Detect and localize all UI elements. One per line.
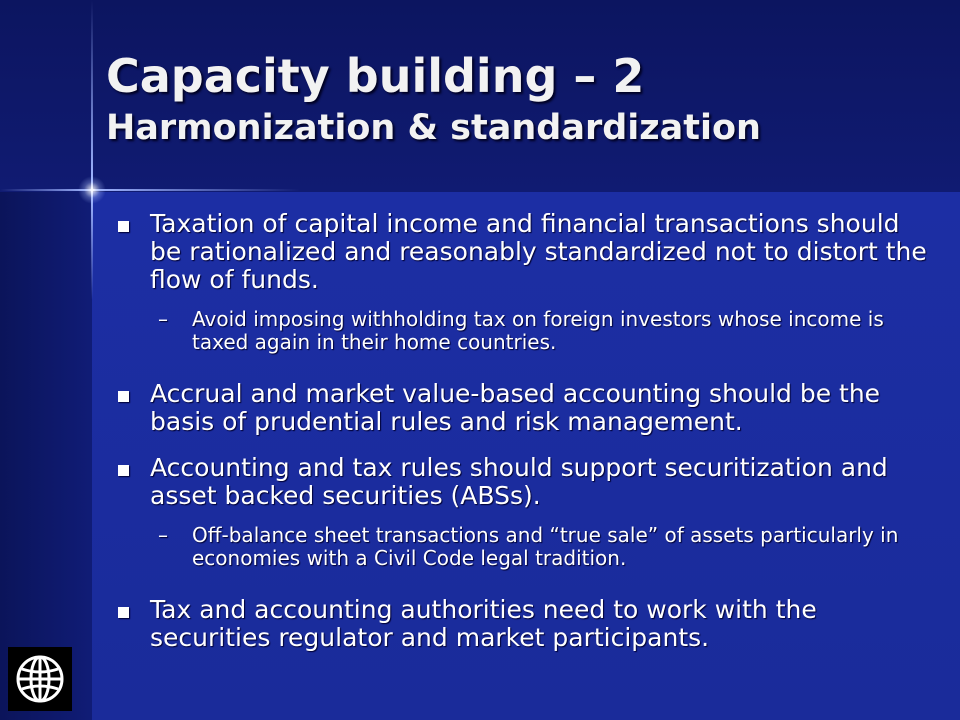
bullet-text: Accounting and tax rules should support securitization and asset backed securities (ABSs). <box>150 453 888 510</box>
sub-bullet-text: Off-balance sheet transactions and “true sale” of assets particularly in economies with a Civil Code legal tradition. <box>192 523 899 570</box>
globe-logo-icon <box>8 647 72 711</box>
horizontal-accent-line <box>0 189 300 191</box>
square-bullet-icon <box>118 607 129 618</box>
bullet-item <box>114 210 934 294</box>
bullet-text: Taxation of capital income and financial transactions should be rationalized and reasonably standardized not to distort the flow of funds. <box>150 209 927 294</box>
dash-bullet: – <box>158 307 168 331</box>
bullet-text: Accrual and market value-based accounting should be the basis of prudential rules and risk management. <box>150 379 881 436</box>
sub-bullet-text: Avoid imposing withholding tax on foreign investors whose income is taxed again in their home countries. <box>192 307 884 354</box>
square-bullet-icon <box>118 465 129 476</box>
bullet-item <box>114 596 934 652</box>
bullet-item <box>114 454 934 510</box>
dash-bullet: – <box>158 523 168 547</box>
title-main: Capacity building – 2 <box>106 49 645 103</box>
sub-bullet-item <box>114 524 934 570</box>
title-subtitle: Harmonization & standardization <box>106 108 761 148</box>
square-bullet-icon <box>118 221 129 232</box>
bullet-item <box>114 380 934 436</box>
accent-glow <box>78 176 106 204</box>
vertical-accent-line <box>91 0 93 300</box>
square-bullet-icon <box>118 391 129 402</box>
sub-bullet-item <box>114 308 934 354</box>
globe-icon <box>12 651 68 707</box>
slide-title <box>106 48 946 152</box>
bullet-list <box>114 210 934 666</box>
bullet-text: Tax and accounting authorities need to work with the securities regulator and market participants. <box>150 595 817 652</box>
